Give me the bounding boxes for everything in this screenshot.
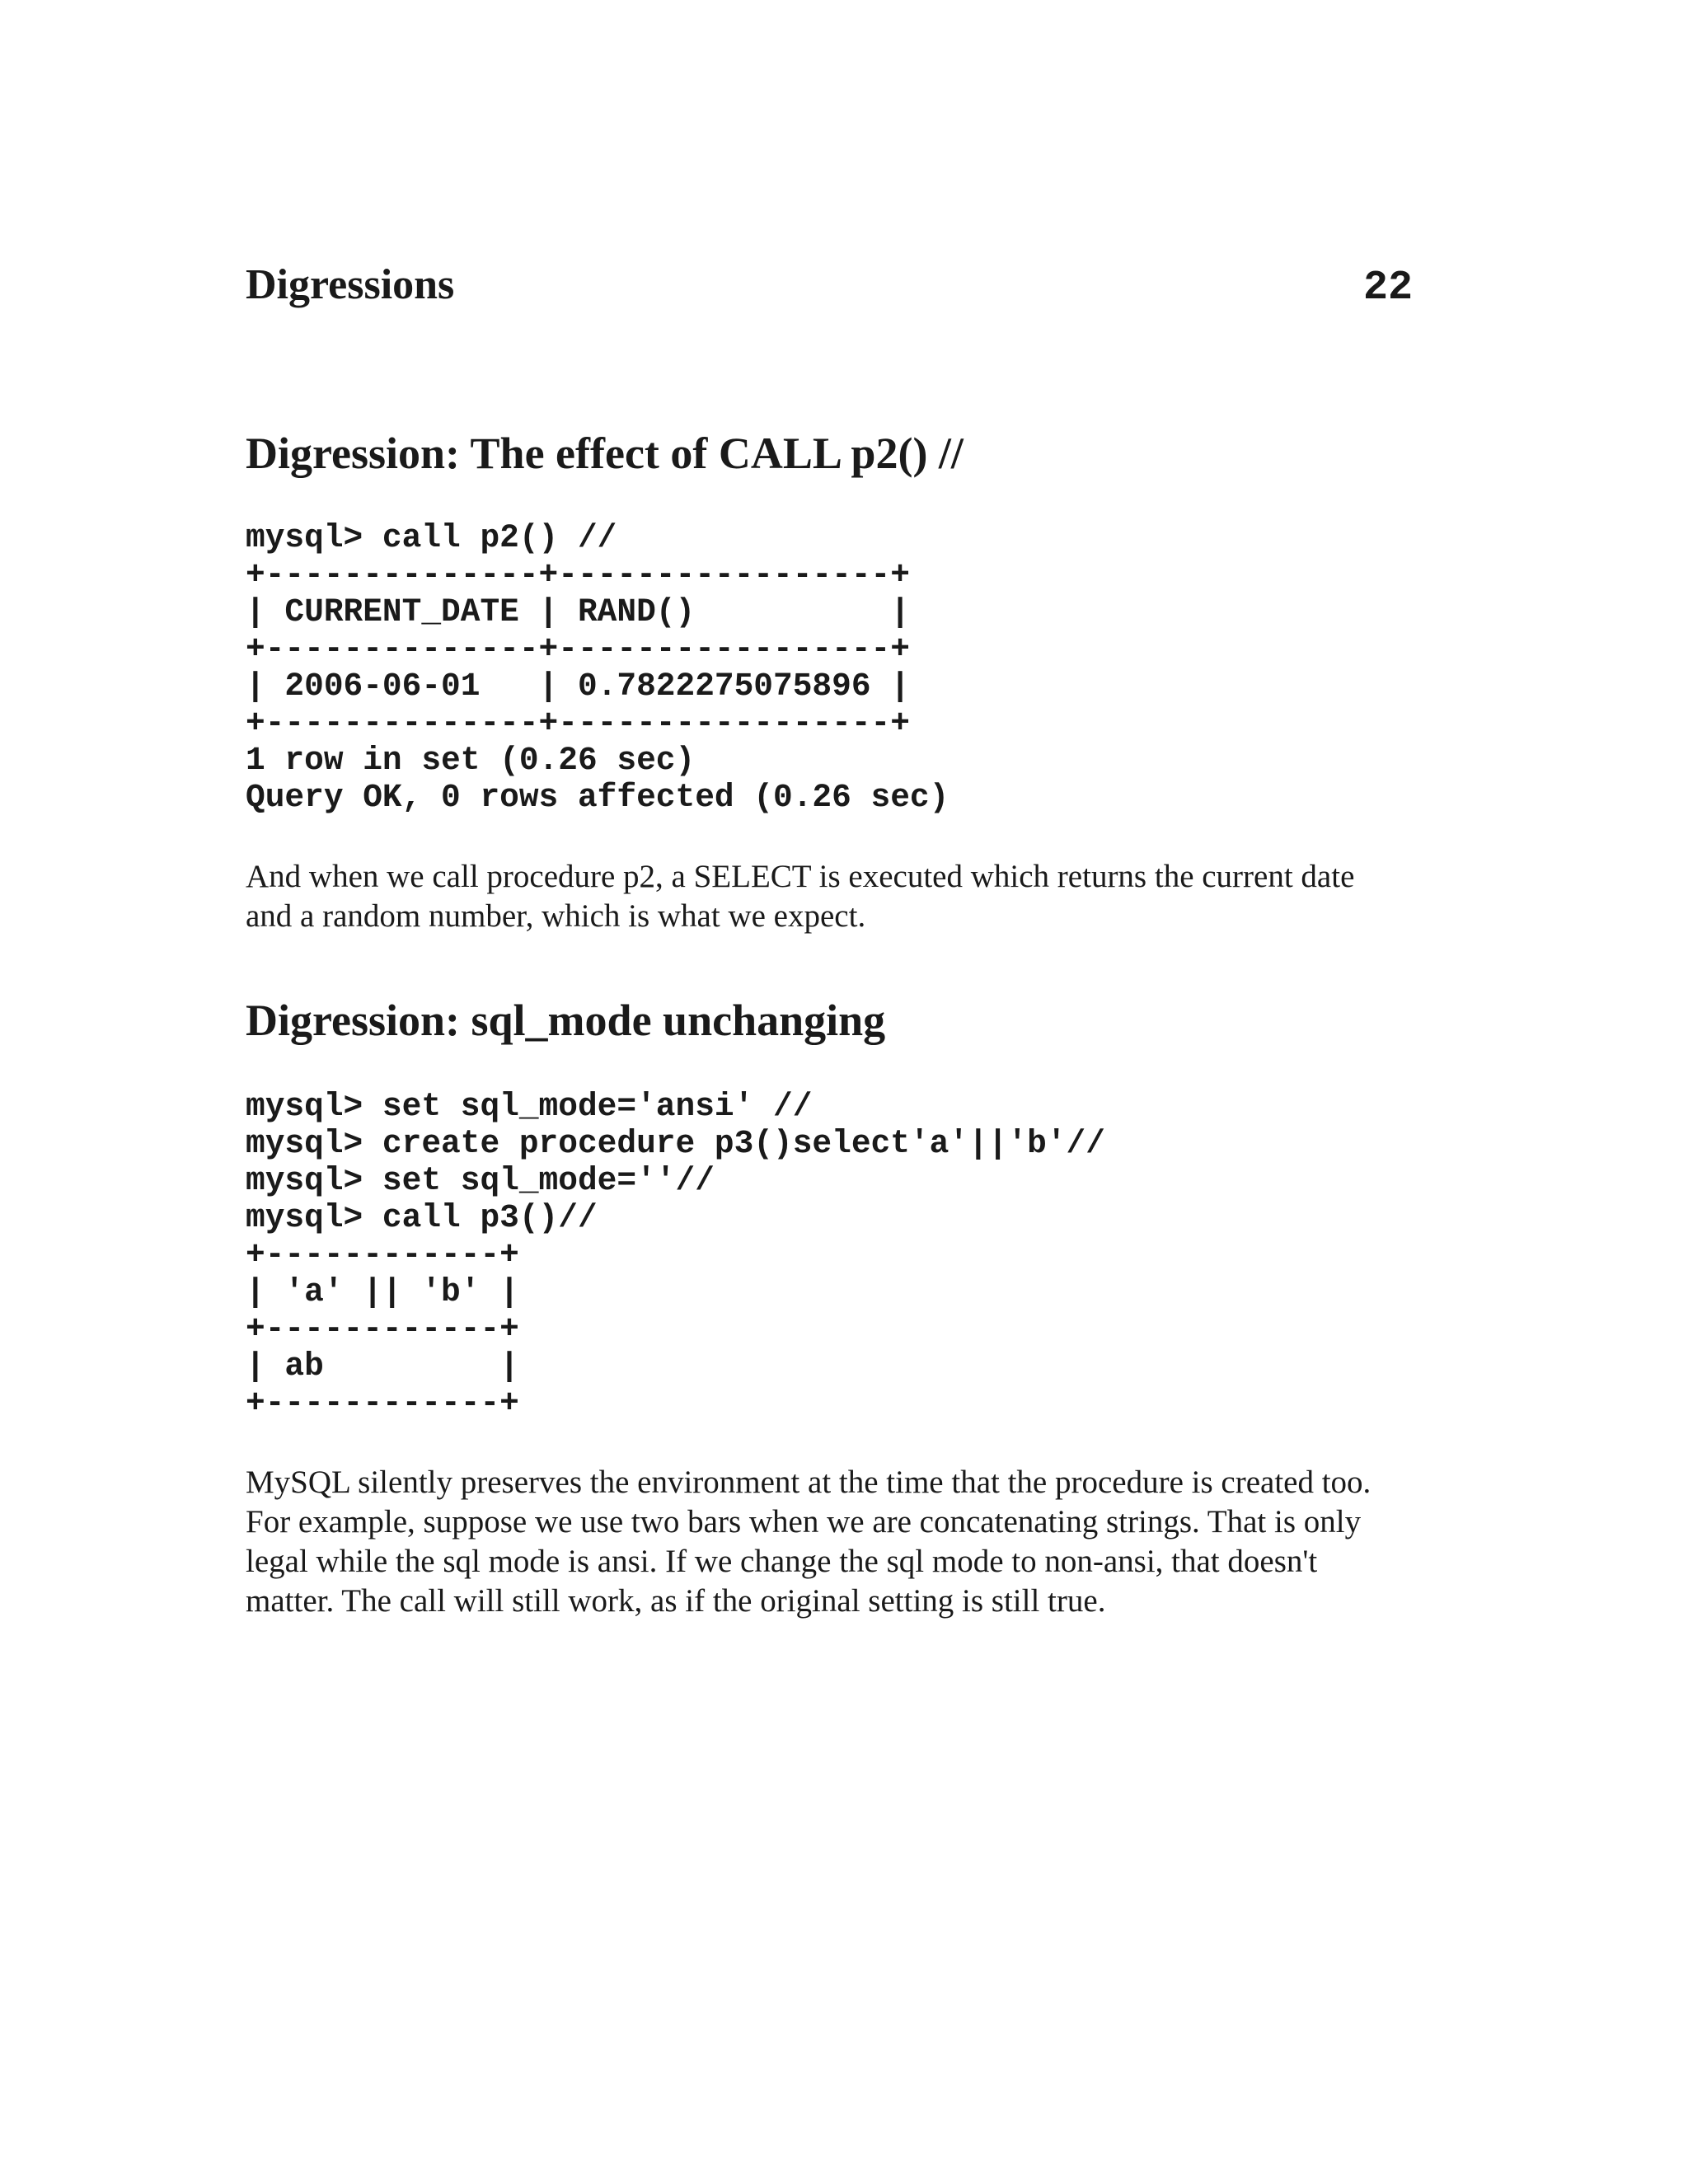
code-line: mysql> call p2() //: [246, 519, 617, 556]
running-title: Digressions: [246, 261, 455, 308]
body-paragraph-call-p2: [246, 857, 1432, 936]
section-heading-call-p2: Digression: The effect of CALL p2() //: [246, 429, 964, 478]
code-line: +--------------+-----------------+: [246, 705, 910, 742]
paragraph-line: MySQL silently preserves the environment at the time that the procedure is created too.: [246, 1465, 1372, 1500]
code-line: mysql> call p3()//: [246, 1199, 598, 1236]
body-paragraph-sql-mode: [246, 1463, 1432, 1621]
section-heading-sql-mode: Digression: sql_mode unchanging: [246, 996, 886, 1045]
code-block-sql-mode: [246, 1088, 1105, 1422]
code-line: | 2006-06-01 | 0.7822275075896 |: [246, 668, 910, 705]
code-line: +--------------+-----------------+: [246, 556, 910, 593]
page-number: 22: [1362, 265, 1413, 312]
code-line: +------------+: [246, 1310, 519, 1347]
code-line: | ab |: [246, 1347, 519, 1385]
running-header: [246, 254, 1413, 316]
code-line: mysql> set sql_mode='ansi' //: [246, 1088, 813, 1125]
paragraph-line: legal while the sql mode is ansi. If we change the sql mode to non-ansi, that doesn't: [246, 1544, 1318, 1579]
code-line: mysql> create procedure p3()select'a'||'b'//: [246, 1125, 1105, 1162]
code-line: | 'a' || 'b' |: [246, 1273, 519, 1310]
paragraph-line: And when we call procedure p2, a SELECT is executed which returns the current date: [246, 859, 1355, 894]
paragraph-line: For example, suppose we use two bars when we are concatenating strings. That is only: [246, 1504, 1362, 1540]
paragraph-line: and a random number, which is what we expect.: [246, 898, 866, 934]
code-line: +------------+: [246, 1236, 519, 1273]
paragraph-line: matter. The call will still work, as if the original setting is still true.: [246, 1583, 1106, 1619]
code-line: +--------------+-----------------+: [246, 630, 910, 668]
code-line: mysql> set sql_mode=''//: [246, 1162, 715, 1199]
code-line: | CURRENT_DATE | RAND() |: [246, 593, 910, 630]
code-line: Query OK, 0 rows affected (0.26 sec): [246, 779, 950, 816]
code-block-call-p2: [246, 519, 949, 816]
code-line: +------------+: [246, 1385, 519, 1422]
code-line: 1 row in set (0.26 sec): [246, 742, 696, 779]
